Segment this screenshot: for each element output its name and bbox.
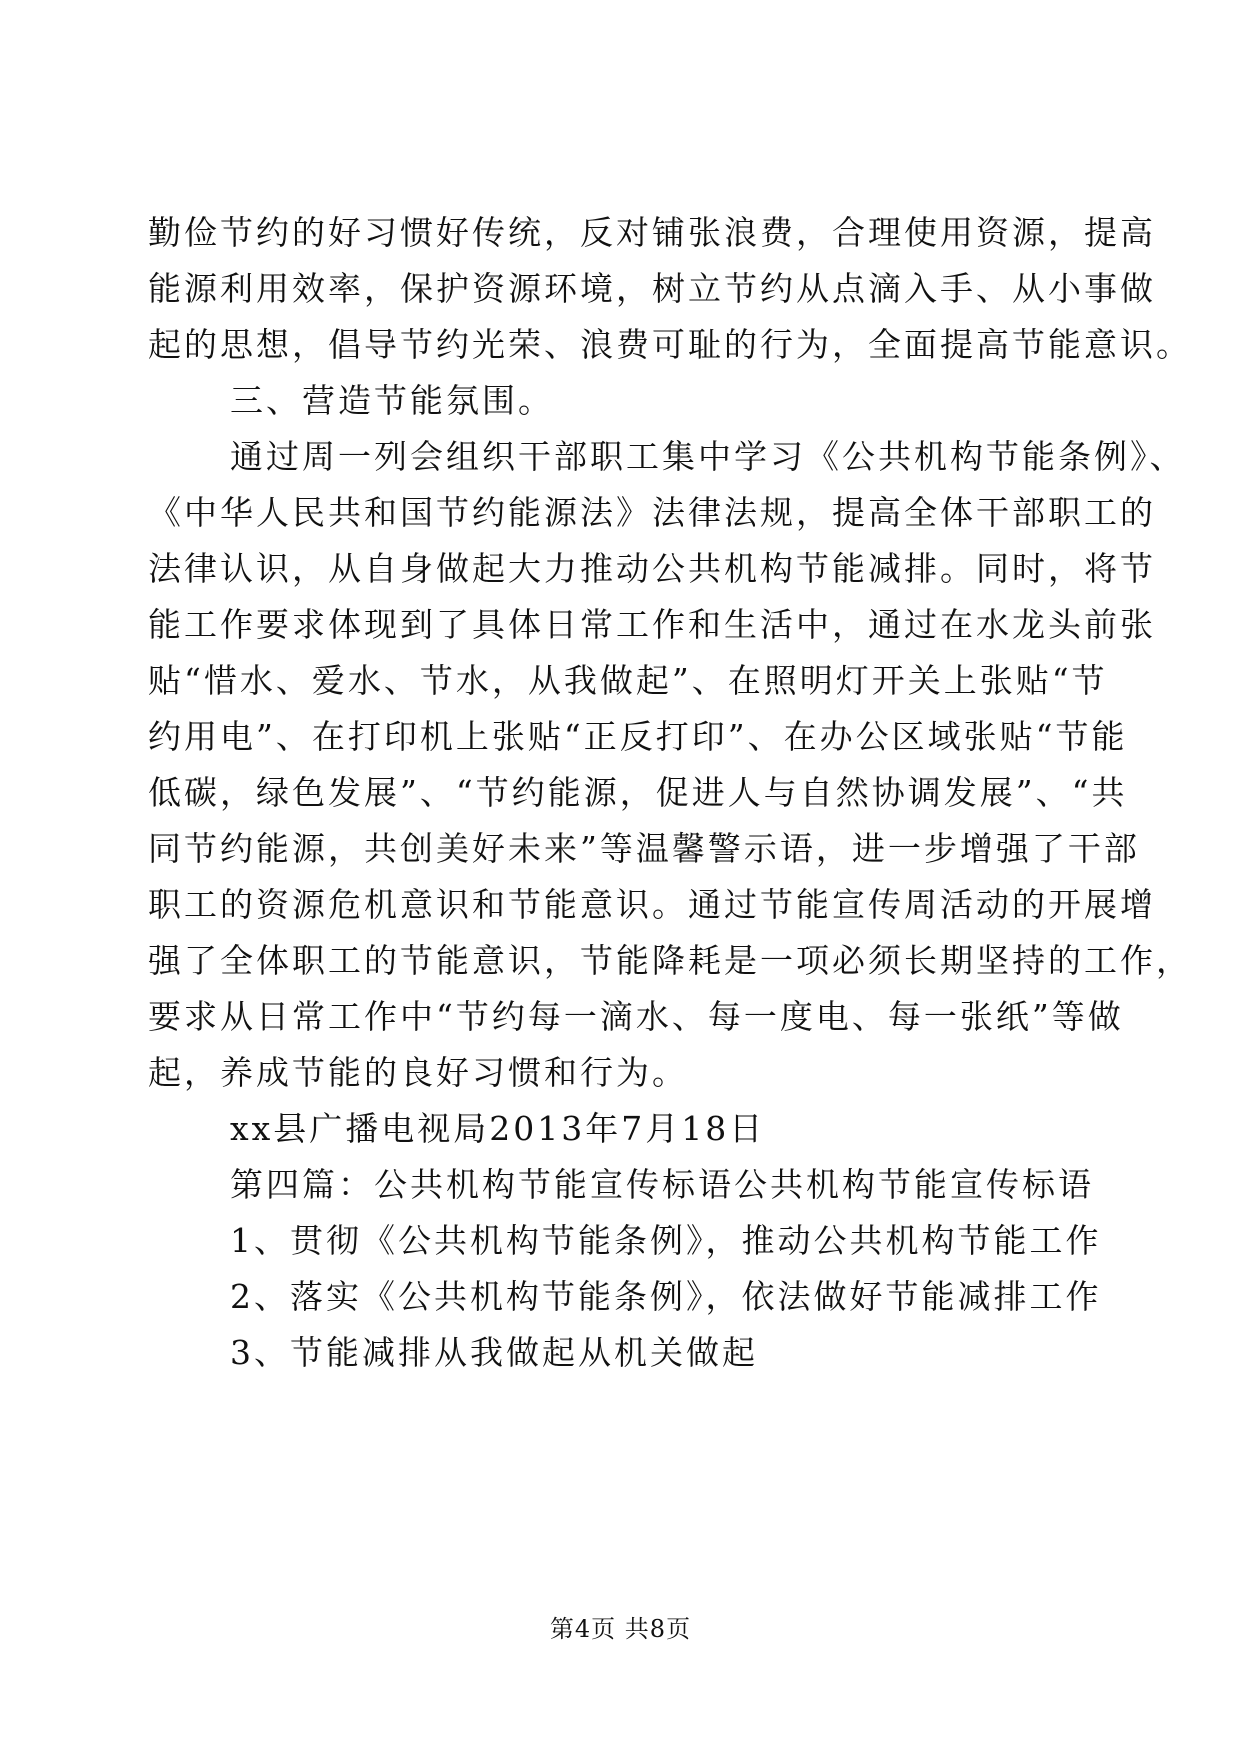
body-line-14: 强了全体职工的节能意识，节能降耗是一项必须长期坚持的工作， (148, 941, 1192, 980)
page-number-footer: 第4页 共8页 (549, 1615, 692, 1643)
body-line-1: 勤俭节约的好习惯好传统，反对铺张浪费，合理使用资源，提高 (148, 213, 1156, 252)
chapter-title: 第四篇：公共机构节能宣传标语公共机构节能宣传标语 (230, 1165, 1094, 1204)
slogan-item-1: 1、贯彻《公共机构节能条例》，推动公共机构节能工作 (230, 1221, 1102, 1260)
body-line-2: 能源利用效率，保护资源环境，树立节约从点滴入手、从小事做 (148, 269, 1156, 308)
body-line-9: 贴“惜水、爱水、节水，从我做起”、在照明灯开关上张贴“节 (148, 661, 1108, 700)
body-line-12: 同节约能源，共创美好未来”等温馨警示语，进一步增强了干部 (148, 829, 1140, 868)
slogan-item-2: 2、落实《公共机构节能条例》，依法做好节能减排工作 (230, 1277, 1102, 1316)
body-line-15: 要求从日常工作中“节约每一滴水、每一度电、每一张纸”等做 (148, 997, 1124, 1036)
body-line-13: 职工的资源危机意识和节能意识。通过节能宣传周活动的开展增 (148, 885, 1156, 924)
signature-date: xx县广播电视局2013年7月18日 (230, 1109, 766, 1148)
body-line-8: 能工作要求体现到了具体日常工作和生活中，通过在水龙头前张 (148, 605, 1156, 644)
body-line-5: 通过周一列会组织干部职工集中学习《公共机构节能条例》、 (230, 437, 1186, 476)
body-line-10: 约用电”、在打印机上张贴“正反打印”、在办公区域张贴“节能 (148, 717, 1128, 756)
section-heading: 三、营造节能氛围。 (230, 381, 554, 420)
body-line-16: 起，养成节能的良好习惯和行为。 (148, 1053, 688, 1092)
slogan-item-3: 3、节能减排从我做起从机关做起 (230, 1333, 758, 1372)
body-line-7: 法律认识，从自身做起大力推动公共机构节能减排。同时，将节 (148, 549, 1156, 588)
body-line-3: 起的思想，倡导节约光荣、浪费可耻的行为，全面提高节能意识。 (148, 325, 1192, 364)
body-line-6: 《中华人民共和国节约能源法》法律法规，提高全体干部职工的 (148, 493, 1156, 532)
body-line-11: 低碳，绿色发展”、“节约能源，促进人与自然协调发展”、“共 (148, 773, 1128, 812)
